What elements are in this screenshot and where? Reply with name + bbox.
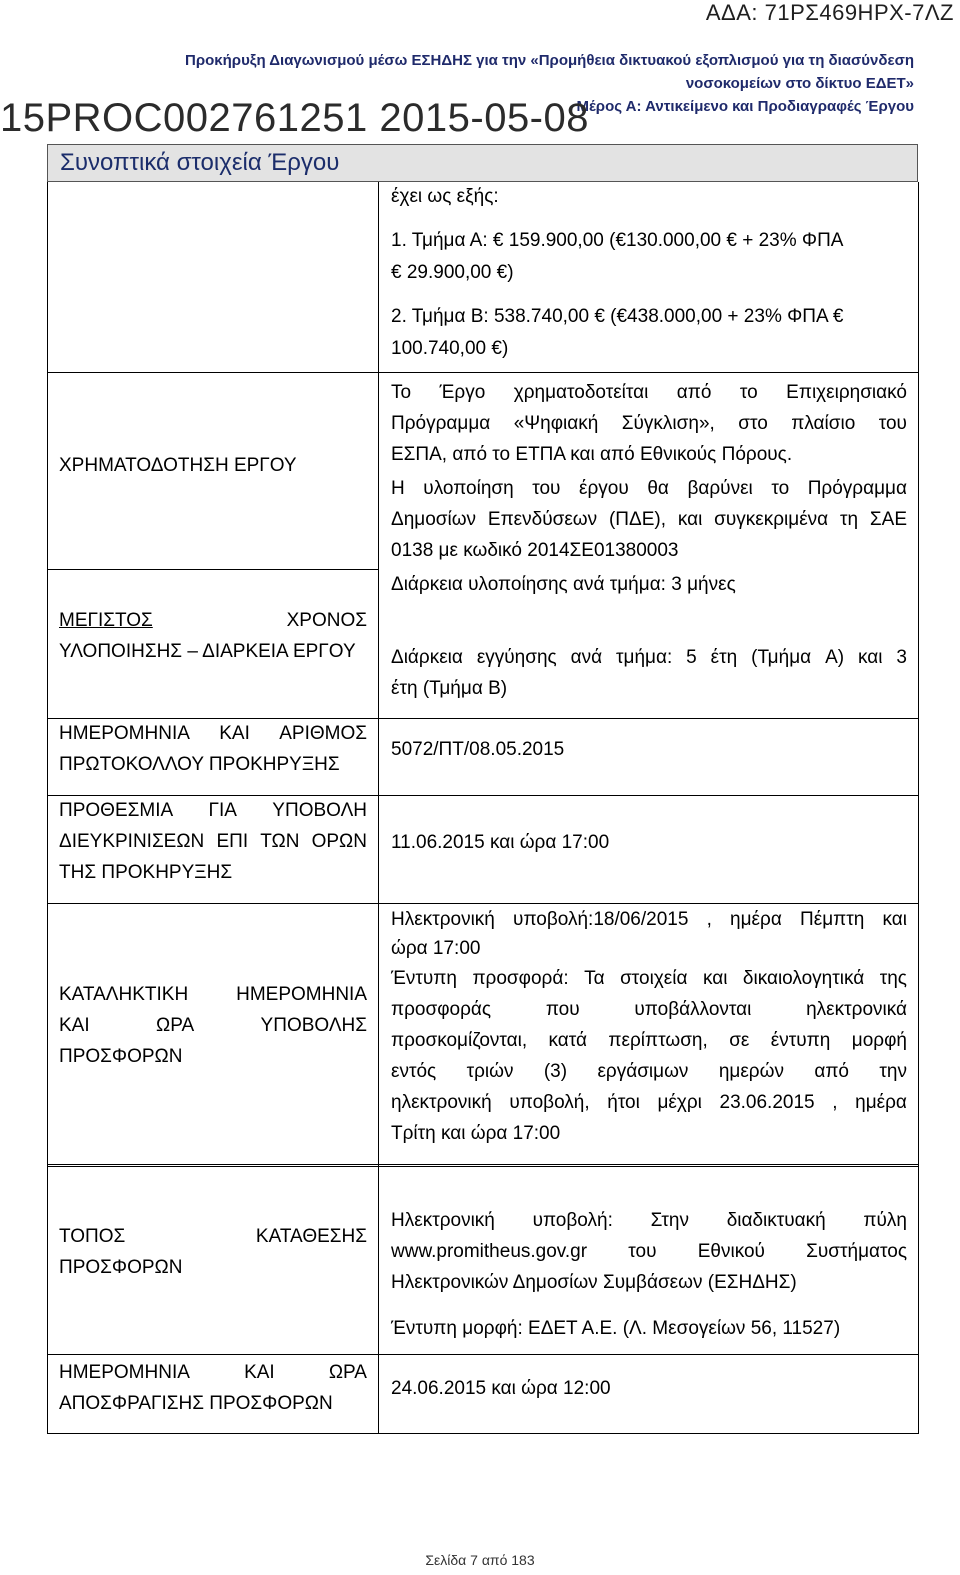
word: ΥΠΟΒΟΛΗΣ <box>260 1015 367 1036</box>
word: χρηματοδοτείται <box>513 382 649 403</box>
page-number: Σελίδα 7 από 183 <box>425 1552 535 1568</box>
proc-id-watermark: 15PROC002761251 2015-05-08 <box>0 96 589 140</box>
word: δικαιολογητικά <box>742 968 865 989</box>
word: ΚΑΙ <box>59 1015 90 1036</box>
word: μορφή <box>851 1030 907 1051</box>
word: θα <box>647 478 669 499</box>
protocol-label <box>59 718 367 780</box>
word: υποβολή, <box>509 1092 590 1113</box>
justified-line <box>391 1056 907 1087</box>
printed-submission-address: Έντυπη μορφή: ΕΔΕΤ Α.Ε. (Λ. Μεσογείων 56, 11527) <box>391 1318 841 1339</box>
text-line: ώρα 17:00 <box>391 938 481 959</box>
label-line: ΑΠΟΣΦΡΑΓΙΣΗΣ ΠΡΟΣΦΟΡΩΝ <box>59 1393 333 1414</box>
text-line: Ηλεκτρονικών Δημοσίων Συμβάσεων (ΕΣΗΔΗΣ) <box>391 1272 797 1293</box>
word: τη <box>840 509 859 530</box>
word: ΗΜΕΡΟΜΗΝΙΑ <box>59 1362 190 1383</box>
word: ΚΑΤΑΛΗΚΤΙΚΗ <box>59 984 189 1005</box>
word: συγκεκριμένα <box>714 509 829 530</box>
label-line: ΠΡΩΤΟΚΟΛΛΟΥ ΠΡΟΚΗΡΥΞΗΣ <box>59 754 340 775</box>
label-word: ΧΡΟΝΟΣ <box>286 610 367 631</box>
justified-line <box>391 473 907 504</box>
label-line: ΠΡΟΣΦΟΡΩΝ <box>59 1046 183 1067</box>
protocol-number: 5072/ΠΤ/08.05.2015 <box>391 739 565 760</box>
word: υλοποίηση <box>423 478 514 499</box>
word: Ηλεκτρονική <box>391 909 495 930</box>
word: Στην <box>650 1210 689 1231</box>
justified-line <box>59 979 367 1010</box>
row-divider-double <box>47 1166 918 1167</box>
label-line: ΠΡΟΣΦΟΡΩΝ <box>59 1257 183 1278</box>
clarifications-label <box>59 795 367 888</box>
word: Έντυπη <box>391 968 457 989</box>
word: 3 <box>896 647 907 668</box>
justified-line <box>391 1087 907 1118</box>
word: προσφορά: <box>472 968 569 989</box>
word: ηλεκτρονική <box>391 1092 492 1113</box>
word: την <box>879 1061 907 1082</box>
clarifications-deadline: 11.06.2015 και ώρα 17:00 <box>391 832 610 853</box>
row-divider <box>47 372 918 373</box>
text-line: ΕΣΠΑ, από το ΕΤΠΑ και από Εθνικούς Πόρους. <box>391 444 793 465</box>
word: προσκομίζονται, <box>391 1030 528 1051</box>
header-line-3: Μέρος Α: Αντικείμενο και Προδιαγραφές Έργου <box>576 98 914 115</box>
word: του <box>532 478 561 499</box>
word: υποβολή:18/06/2015 <box>513 909 689 930</box>
word: και <box>677 509 703 530</box>
submission-deadline-label <box>59 979 367 1072</box>
word: Διάρκεια <box>391 647 463 668</box>
word: τμήμα: <box>616 647 673 668</box>
word: ήτοι <box>607 1092 640 1113</box>
funding-label: ΧΡΗΜΑΤΟΔΟΤΗΣΗ ΕΡΓΟΥ <box>59 455 297 476</box>
word: «Ψηφιακή <box>513 413 599 434</box>
word: , <box>832 1092 838 1113</box>
budget-intro: έχει ως εξής: <box>391 186 499 207</box>
word: (ΠΔΕ), <box>608 509 666 530</box>
text-line: έτη (Τμήμα Β) <box>391 678 508 699</box>
word: (3) <box>543 1061 568 1082</box>
label-word: ΜΕΓΙΣΤΟΣ <box>59 610 153 631</box>
word: στοιχεία <box>620 968 688 989</box>
row-divider <box>47 569 378 570</box>
word: τριών <box>466 1061 514 1082</box>
justified-line <box>59 718 367 749</box>
opening-label <box>59 1357 367 1419</box>
justified-line <box>59 795 367 826</box>
word: βαρύνει <box>687 478 753 499</box>
word: ΓΙΑ <box>208 800 237 821</box>
header-line-2: νοσοκομείων στο δίκτυο ΕΔΕΤ» <box>685 75 914 92</box>
word: ανά <box>570 647 603 668</box>
section-title: Συνοπτικά στοιχεία Έργου <box>60 149 340 176</box>
word: Η <box>391 478 405 499</box>
word: www.promitheus.gov.gr <box>391 1241 588 1262</box>
word: ΚΑΤΑΘΕΣΗΣ <box>255 1226 367 1247</box>
opening-date: 24.06.2015 και ώρα 12:00 <box>391 1378 611 1399</box>
justified-line <box>391 408 907 439</box>
word: ΩΡΑ <box>156 1015 195 1036</box>
word: Δημοσίων <box>391 509 477 530</box>
table-border-left <box>47 182 48 1434</box>
section-title-box <box>47 144 918 182</box>
justified-line <box>391 963 907 994</box>
word: , <box>706 909 712 930</box>
justified-line <box>391 1236 907 1267</box>
justified-line <box>59 1221 367 1252</box>
word: που <box>545 999 580 1020</box>
word: υποβάλλονται <box>634 999 752 1020</box>
word: της <box>879 968 907 989</box>
label-line: ΥΛΟΠΟΙΗΣΗΣ – ΔΙΑΡΚΕΙΑ ΕΡΓΟΥ <box>59 641 356 662</box>
budget-part-b: 2. Τμήμα Β: 538.740,00 € (€438.000,00 + 23% ΦΠΑ € <box>391 306 844 327</box>
word: ΤΩΝ <box>260 831 300 852</box>
word: και <box>857 647 883 668</box>
duration-label <box>59 605 367 667</box>
funding-text-2 <box>391 473 907 566</box>
justified-line <box>59 1010 367 1041</box>
budget-part-a-vat: € 29.900,00 €) <box>391 262 514 283</box>
word: σε <box>729 1030 750 1051</box>
budget-part-a: 1. Τμήμα Α: € 159.900,00 (€130.000,00 € + 23% ΦΠΑ <box>391 230 844 251</box>
justified-line <box>59 826 367 857</box>
word: 23.06.2015 <box>719 1092 815 1113</box>
word: μέχρι <box>657 1092 702 1113</box>
word: και <box>702 968 728 989</box>
word: έτη <box>710 647 738 668</box>
submission-place-text <box>391 1205 907 1298</box>
word: ΠΡΟΘΕΣΜΙΑ <box>59 800 174 821</box>
word: ΗΜΕΡΟΜΗΝΙΑ <box>236 984 367 1005</box>
word: Πρόγραμμα <box>391 413 491 434</box>
implementation-duration: Διάρκεια υλοποίησης ανά τμήμα: 3 μήνες <box>391 574 736 595</box>
word: από <box>676 382 712 403</box>
justified-line <box>391 1025 907 1056</box>
row-divider <box>47 1164 918 1165</box>
ada-code: ΑΔΑ: 71ΡΣ469ΗΡΧ-7ΛΖ <box>705 0 954 25</box>
word: πλαίσιο <box>791 413 856 434</box>
word: Εθνικού <box>697 1241 765 1262</box>
header-line-1: Προκήρυξη Διαγωνισμού μέσω ΕΣΗΔΗΣ για την «Προμήθεια δικτυακού εξοπλισμού για τη διασύνδεση <box>184 52 914 69</box>
justified-line <box>391 1205 907 1236</box>
word: από <box>814 1061 849 1082</box>
word: ΟΡΩΝ <box>311 831 367 852</box>
word: του <box>628 1241 657 1262</box>
word: το <box>739 382 758 403</box>
word: ΑΡΙΘΜΟΣ <box>279 723 367 744</box>
word: και <box>882 909 907 930</box>
label-line: ΤΗΣ ΠΡΟΚΗΡΥΞΗΣ <box>59 862 233 883</box>
word: διαδικτυακή <box>726 1210 826 1231</box>
word: υποβολή: <box>532 1210 613 1231</box>
justified-line <box>391 377 907 408</box>
word: ΩΡΑ <box>328 1362 367 1383</box>
word: Επιχειρησιακό <box>786 382 907 403</box>
word: ΣΑΕ <box>869 509 907 530</box>
word: στο <box>738 413 768 434</box>
word: Το <box>391 382 412 403</box>
word: ΥΠΟΒΟΛΗ <box>272 800 367 821</box>
text-line: 0138 με κωδικό 2014ΣΕ01380003 <box>391 540 679 561</box>
table-border-right <box>918 182 919 1434</box>
word: ΚΑΙ <box>244 1362 275 1383</box>
word: Σύγκλιση», <box>621 413 715 434</box>
word: Τα <box>584 968 605 989</box>
word: Έργο <box>439 382 486 403</box>
table-border-bottom <box>47 1433 918 1434</box>
word: εγγύησης <box>476 647 557 668</box>
word: εντός <box>391 1061 437 1082</box>
word: πύλη <box>863 1210 907 1231</box>
text-line: Τρίτη και ώρα 17:00 <box>391 1123 561 1144</box>
word: προσφοράς <box>391 999 492 1020</box>
word: Συστήματος <box>806 1241 907 1262</box>
word: περίπτωση, <box>608 1030 708 1051</box>
word: εργάσιμων <box>597 1061 689 1082</box>
word: ηλεκτρονικά <box>806 999 907 1020</box>
justified-line <box>391 642 907 673</box>
row-divider <box>47 1354 918 1355</box>
word: Α) <box>825 647 845 668</box>
funding-text-1 <box>391 377 907 470</box>
word: ημερών <box>718 1061 784 1082</box>
column-divider <box>378 182 379 1434</box>
submission-place-label <box>59 1221 367 1283</box>
justified-line <box>391 994 907 1025</box>
word: Πέμπτη <box>800 909 865 930</box>
word: το <box>771 478 790 499</box>
word: κατά <box>548 1030 587 1051</box>
word: έντυπη <box>770 1030 831 1051</box>
label-line <box>59 605 367 636</box>
word: ΤΟΠΟΣ <box>59 1226 126 1247</box>
justified-line <box>391 904 907 935</box>
word: 5 <box>686 647 697 668</box>
word: ΚΑΙ <box>219 723 250 744</box>
justified-line <box>59 1357 367 1388</box>
warranty-duration <box>391 642 907 704</box>
word: Ηλεκτρονική <box>391 1210 495 1231</box>
justified-line <box>391 504 907 535</box>
word: ημέρα <box>855 1092 907 1113</box>
word: έργου <box>579 478 629 499</box>
submission-deadline-text <box>391 904 907 1149</box>
word: Επενδύσεων <box>487 509 598 530</box>
word: Πρόγραμμα <box>807 478 907 499</box>
word: του <box>878 413 907 434</box>
word: ημέρα <box>730 909 782 930</box>
word: ΗΜΕΡΟΜΗΝΙΑ <box>59 723 190 744</box>
budget-part-b-vat: 100.740,00 €) <box>391 338 509 359</box>
word: ΕΠΙ <box>216 831 249 852</box>
word: ΔΙΕΥΚΡΙΝΙΣΕΩΝ <box>59 831 205 852</box>
word: (Τμήμα <box>751 647 812 668</box>
